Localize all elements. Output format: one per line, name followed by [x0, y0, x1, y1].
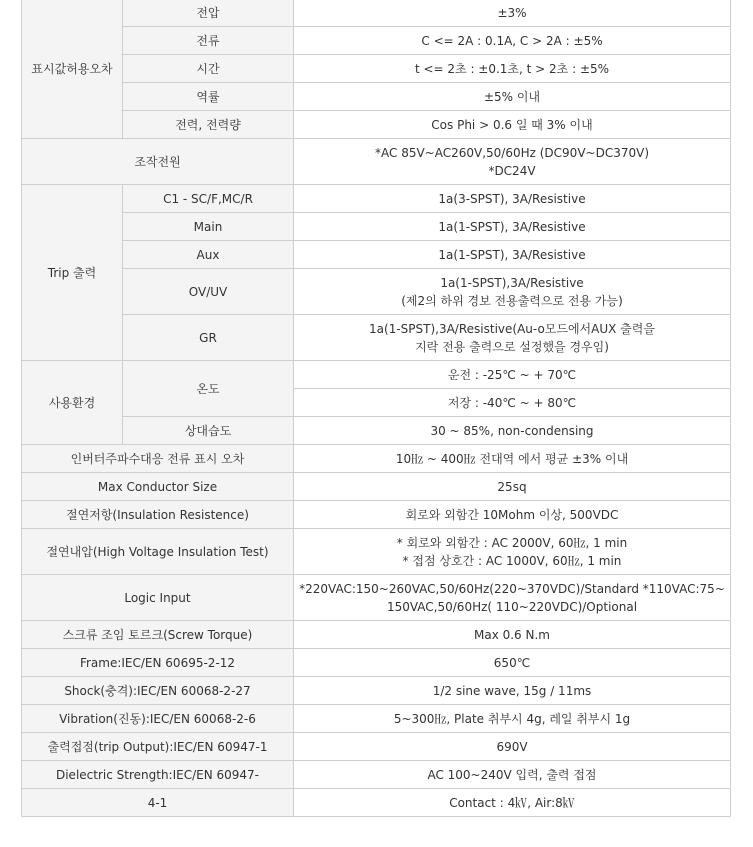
table-row	[22, 417, 731, 445]
value-line: * 접점 상호간 : AC 1000V, 60㎐, 1 min	[402, 553, 622, 568]
table-row	[22, 55, 731, 83]
value-dielectric-cont: Contact : 4㎸, Air:8㎸	[294, 789, 731, 817]
label-vibration: Vibration(진동):IEC/EN 60068-2-6	[22, 705, 294, 733]
label-control-power: 조작전원	[22, 139, 294, 185]
table-row	[22, 111, 731, 139]
table-row	[22, 677, 731, 705]
value-line: (제2의 하위 경보 전용출력으로 전용 가능)	[401, 293, 623, 308]
label-temperature: 온도	[123, 361, 294, 417]
label-shock: Shock(충격):IEC/EN 60068-2-27	[22, 677, 294, 705]
table-row	[22, 27, 731, 55]
label-power-energy: 전력, 전력량	[123, 111, 294, 139]
table-row	[22, 185, 731, 213]
value-line: *AC 85V~AC260V,50/60Hz (DC90V~DC370V)	[375, 145, 649, 160]
value-frame: 650℃	[294, 649, 731, 677]
value-line: 지락 전용 출력으로 설정했을 경우임)	[415, 339, 609, 354]
value-insulation-resistance: 회로와 외함간 10Mohm 이상, 500VDC	[294, 501, 731, 529]
value-trip-contact: 690V	[294, 733, 731, 761]
value-hv-test	[294, 529, 731, 575]
value-logic-input	[294, 575, 731, 621]
label-gr: GR	[123, 315, 294, 361]
value-vibration: 5~300㎐, Plate 취부시 4g, 레일 취부시 1g	[294, 705, 731, 733]
value-line: 1a(1-SPST),3A/Resistive(Au-o모드에서AUX 출력을	[369, 321, 655, 336]
table-row	[22, 241, 731, 269]
group-display-tolerance: 표시값허용오차	[22, 0, 123, 139]
group-trip-output: Trip 출력	[22, 185, 123, 361]
value-humidity: 30 ~ 85%, non-condensing	[294, 417, 731, 445]
table-row	[22, 83, 731, 111]
label-humidity: 상대습도	[123, 417, 294, 445]
value-shock: 1/2 sine wave, 15g / 11ms	[294, 677, 731, 705]
value-control-power	[294, 139, 731, 185]
label-current: 전류	[123, 27, 294, 55]
table-row	[22, 733, 731, 761]
table-row	[22, 501, 731, 529]
table-row	[22, 473, 731, 501]
label-inverter: 인버터주파수대응 전류 표시 오차	[22, 445, 294, 473]
spec-table	[21, 0, 731, 817]
value-time: t <= 2초 : ±0.1초, t > 2초 : ±5%	[294, 55, 731, 83]
group-environment: 사용환경	[22, 361, 123, 445]
table-row	[22, 361, 731, 389]
value-dielectric: AC 100~240V 입력, 출력 접점	[294, 761, 731, 789]
table-row	[22, 0, 731, 27]
value-screw-torque: Max 0.6 N.m	[294, 621, 731, 649]
value-temperature-storage: 저장 : -40℃ ~ + 80℃	[294, 389, 731, 417]
value-main: 1a(1-SPST), 3A/Resistive	[294, 213, 731, 241]
label-main: Main	[123, 213, 294, 241]
value-inverter: 10㎐ ~ 400㎐ 전대역 에서 평균 ±3% 이내	[294, 445, 731, 473]
value-aux: 1a(1-SPST), 3A/Resistive	[294, 241, 731, 269]
label-time: 시간	[123, 55, 294, 83]
value-ovuv	[294, 269, 731, 315]
label-voltage: 전압	[123, 0, 294, 27]
table-row	[22, 315, 731, 361]
label-ovuv: OV/UV	[123, 269, 294, 315]
value-line: * 회로와 외함간 : AC 2000V, 60㎐, 1 min	[396, 535, 628, 550]
table-row	[22, 621, 731, 649]
table-row	[22, 761, 731, 789]
label-c1: C1 - SC/F,MC/R	[123, 185, 294, 213]
table-row	[22, 789, 731, 817]
label-aux: Aux	[123, 241, 294, 269]
label-screw-torque: 스크류 조임 토르크(Screw Torque)	[22, 621, 294, 649]
label-hv-test: 절연내압(High Voltage Insulation Test)	[22, 529, 294, 575]
table-row	[22, 445, 731, 473]
value-voltage: ±3%	[294, 0, 731, 27]
value-line: 150VAC,50/60Hz( 110~220VDC)/Optional	[386, 599, 638, 614]
table-row	[22, 269, 731, 315]
table-row	[22, 575, 731, 621]
table-row	[22, 529, 731, 575]
label-logic-input: Logic Input	[22, 575, 294, 621]
label-frame: Frame:IEC/EN 60695-2-12	[22, 649, 294, 677]
label-trip-contact: 출력접점(trip Output):IEC/EN 60947-1	[22, 733, 294, 761]
label-dielectric-cont: 4-1	[22, 789, 294, 817]
value-conductor: 25sq	[294, 473, 731, 501]
value-power-energy: Cos Phi > 0.6 일 때 3% 이내	[294, 111, 731, 139]
value-line: *DC24V	[488, 163, 536, 178]
value-current: C <= 2A : 0.1A, C > 2A : ±5%	[294, 27, 731, 55]
value-line: *220VAC:150~260VAC,50/60Hz(220~370VDC)/Standard *110VAC:75~	[299, 581, 725, 596]
table-row	[22, 139, 731, 185]
table-row	[22, 649, 731, 677]
value-power-factor: ±5% 이내	[294, 83, 731, 111]
value-line: 1a(1-SPST),3A/Resistive	[440, 275, 584, 290]
label-insulation-resistance: 절연저항(Insulation Resistence)	[22, 501, 294, 529]
label-power-factor: 역률	[123, 83, 294, 111]
label-dielectric: Dielectric Strength:IEC/EN 60947-	[22, 761, 294, 789]
value-temperature-operating: 운전 : -25℃ ~ + 70℃	[294, 361, 731, 389]
table-row	[22, 213, 731, 241]
value-c1: 1a(3-SPST), 3A/Resistive	[294, 185, 731, 213]
table-row	[22, 705, 731, 733]
label-conductor: Max Conductor Size	[22, 473, 294, 501]
value-gr	[294, 315, 731, 361]
